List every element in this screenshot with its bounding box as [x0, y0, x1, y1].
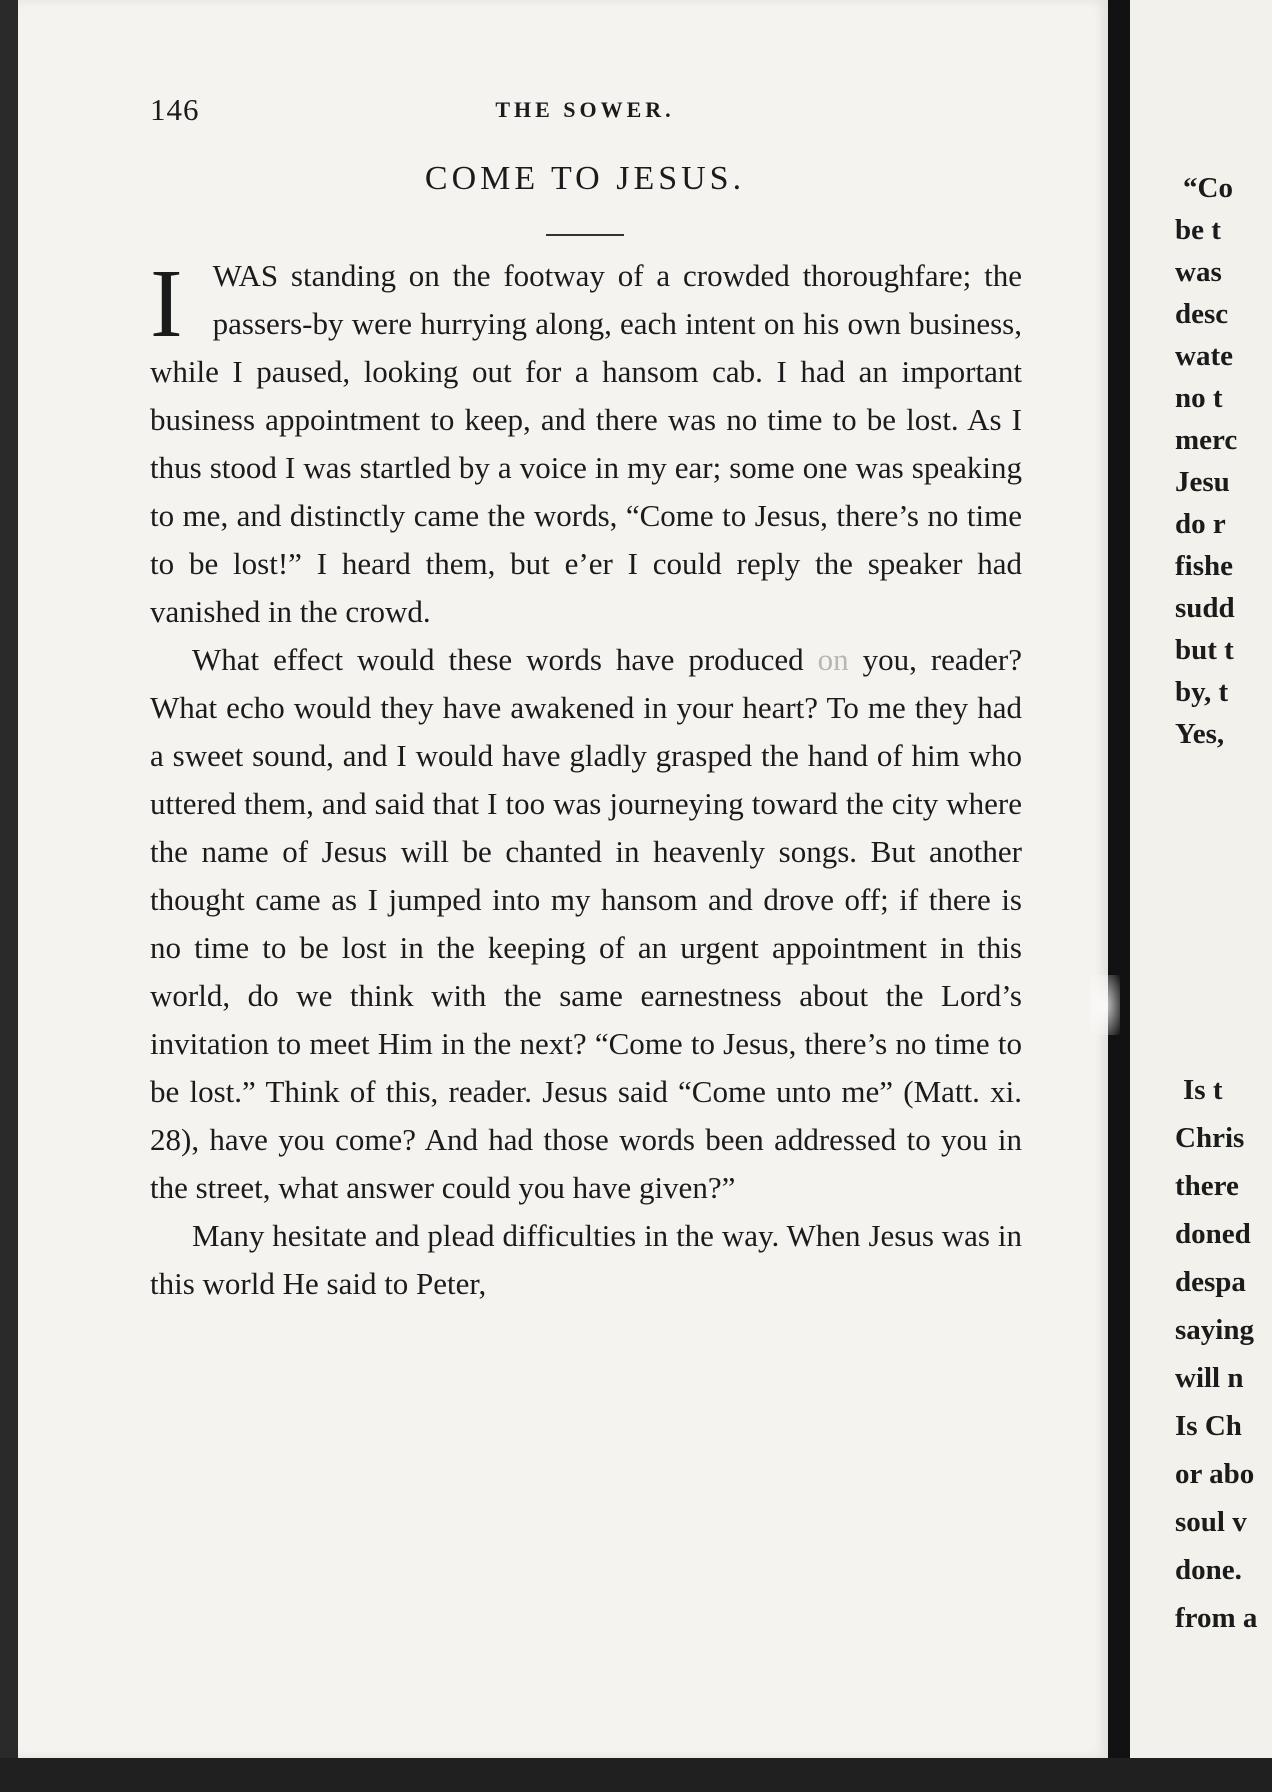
- right-line: there: [1175, 1170, 1239, 1202]
- right-line: will n: [1175, 1362, 1244, 1394]
- paragraph-2-text: What effect would these words have produced: [192, 642, 804, 677]
- right-line: done.: [1175, 1554, 1242, 1586]
- right-line: by, t: [1175, 676, 1229, 708]
- scan-smudge: [1090, 975, 1120, 1035]
- article-body: [150, 252, 1022, 1308]
- right-line: be t: [1175, 214, 1221, 246]
- drop-cap: I: [150, 250, 183, 358]
- paragraph-1: [150, 252, 1022, 636]
- right-line: no t: [1175, 382, 1223, 414]
- right-line: “Co: [1183, 172, 1233, 204]
- paragraph-1-text: WAS standing on the footway of a crowded thoroughfare; the passers-by were hurrying along, each intent on his own business, while I paused, looking out for a hansom cab. I had an important business appointment to keep, and there was no time to be lost. As I thus stood I was startled by a voice in my ear; some one was speaking to me, and distinctly came the words, “Come to Jesus, there’s no time to be lost!” I heard them, but e’er I could reply the speaker had vanished in the crowd.: [150, 258, 1022, 629]
- right-line: Yes,: [1175, 718, 1225, 750]
- right-line: was: [1175, 256, 1222, 288]
- running-head: [150, 92, 1020, 132]
- right-line: sudd: [1175, 592, 1235, 624]
- paragraph-3: [150, 1212, 1022, 1308]
- paragraph-3-text: Many hesitate and plead difficulties in the way. When Jesus was in this world He said to Peter,: [150, 1218, 1022, 1301]
- right-line: Jesu: [1175, 466, 1230, 498]
- right-line: soul v: [1175, 1506, 1247, 1538]
- right-line: despa: [1175, 1266, 1246, 1298]
- title-divider: [546, 234, 624, 236]
- right-line: or abo: [1175, 1458, 1255, 1490]
- right-line: wate: [1175, 340, 1233, 372]
- page-number: 146: [150, 92, 200, 127]
- right-line: Is t: [1183, 1074, 1223, 1106]
- book-gutter: [1108, 0, 1130, 1792]
- right-line: do r: [1175, 508, 1226, 540]
- right-line: doned: [1175, 1218, 1251, 1250]
- article-title: COME TO JESUS.: [424, 160, 746, 197]
- paragraph-2-continued: you, reader? What echo would they have awakened in your heart? To me they had a sweet sound, and I would have gladly grasped the hand of him who uttered them, and said that I too was journeying toward the city where the name of Jesus will be chanted in heavenly songs. But another thought came as I jumped into my hansom and drove off; if there is no time to be lost in the keeping of an urgent appointment in this world, do we think with the same earnestness about the Lord’s invitation to meet Him in the next? “Come to Jesus, there’s no time to be lost.” Think of this, reader. Jesus said “Come unto me” (Matt. xi. 28), have you come? And had those words been addressed to you in the street, what answer could you have given?”: [150, 642, 1023, 1205]
- running-title: THE SOWER.: [495, 97, 675, 122]
- right-line: but t: [1175, 634, 1234, 666]
- right-line: Chris: [1175, 1122, 1245, 1154]
- right-line: merc: [1175, 424, 1238, 456]
- right-line: Is Ch: [1175, 1410, 1242, 1442]
- right-line: from a: [1175, 1602, 1258, 1634]
- right-line: desc: [1175, 298, 1229, 330]
- right-line: fishe: [1175, 550, 1233, 582]
- paragraph-2: [150, 636, 1022, 1212]
- paragraph-2-faint-word: on: [817, 642, 849, 677]
- right-line: saying: [1175, 1314, 1254, 1346]
- scan-bottom-edge: [0, 1758, 1272, 1792]
